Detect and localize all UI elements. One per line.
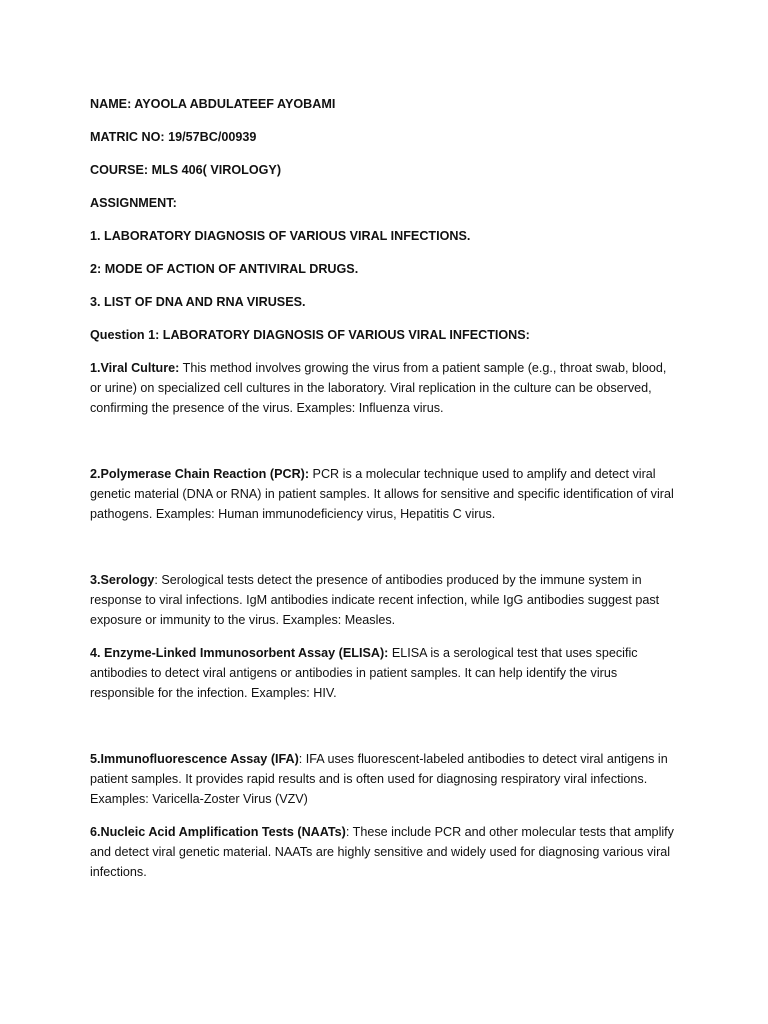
method-title: 1.Viral Culture:	[90, 361, 180, 375]
method-paragraph-ifa	[90, 749, 680, 809]
student-name: NAME: AYOOLA ABDULATEEF AYOBAMI	[90, 97, 336, 111]
method-body: PCR is a molecular technique used to amplify and detect viral genetic material (DNA or RNA) in patient samples. It allows for sensitive and specific identification of viral pathogens. Examples: Human immunodeficiency virus, Hepatitis C virus.	[90, 467, 674, 521]
method-paragraph-elisa	[90, 643, 680, 703]
assignment-item: 3. LIST OF DNA AND RNA VIRUSES.	[90, 295, 306, 309]
question-heading: Question 1: LABORATORY DIAGNOSIS OF VARIOUS VIRAL INFECTIONS:	[90, 328, 530, 342]
course-title: COURSE: MLS 406( VIROLOGY)	[90, 163, 282, 177]
assignment-item: 2: MODE OF ACTION OF ANTIVIRAL DRUGS.	[90, 262, 359, 276]
method-body: : Serological tests detect the presence of antibodies produced by the immune system in response to viral infections. IgM antibodies indicate recent infection, while IgG antibodies suggest past exposure or immunity to the virus. Examples: Measles.	[90, 573, 660, 627]
method-title: 3.Serology	[90, 573, 155, 587]
method-body: This method involves growing the virus from a patient sample (e.g., throat swab, blood, or urine) on specialized cell cultures in the laboratory. Viral replication in the culture can be observed, confirming the presence of the virus. Examples: Influenza virus.	[90, 361, 667, 415]
assignment-label: ASSIGNMENT:	[90, 196, 177, 210]
method-title: 6.Nucleic Acid Amplification Tests (NAATs)	[90, 825, 346, 839]
method-title: 5.Immunofluorescence Assay (IFA)	[90, 752, 299, 766]
method-title: 2.Polymerase Chain Reaction (PCR):	[90, 467, 310, 481]
document-body	[90, 94, 680, 895]
assignment-item: 1. LABORATORY DIAGNOSIS OF VARIOUS VIRAL INFECTIONS.	[90, 229, 471, 243]
method-paragraph-serology	[90, 570, 680, 630]
matric-number: MATRIC NO: 19/57BC/00939	[90, 130, 257, 144]
method-body: ELISA is a serological test that uses specific antibodies to detect viral antigens or antibodies in patient samples. It can help identify the virus responsible for the infection. Examples: HIV.	[90, 646, 638, 700]
method-body: : IFA uses fluorescent-labeled antibodies to detect viral antigens in patient samples. It provides rapid results and is often used for diagnosing respiratory viral infections. Examples: Varicella-Zoster Virus (VZV)	[90, 752, 668, 806]
method-paragraph-viral-culture	[90, 358, 680, 418]
method-paragraph-pcr	[90, 464, 680, 524]
method-body: : These include PCR and other molecular tests that amplify and detect viral genetic material. NAATs are highly sensitive and widely used for diagnosing various viral infections.	[90, 825, 674, 879]
method-title: 4. Enzyme-Linked Immunosorbent Assay (ELISA):	[90, 646, 389, 660]
method-paragraph-naats	[90, 822, 680, 882]
